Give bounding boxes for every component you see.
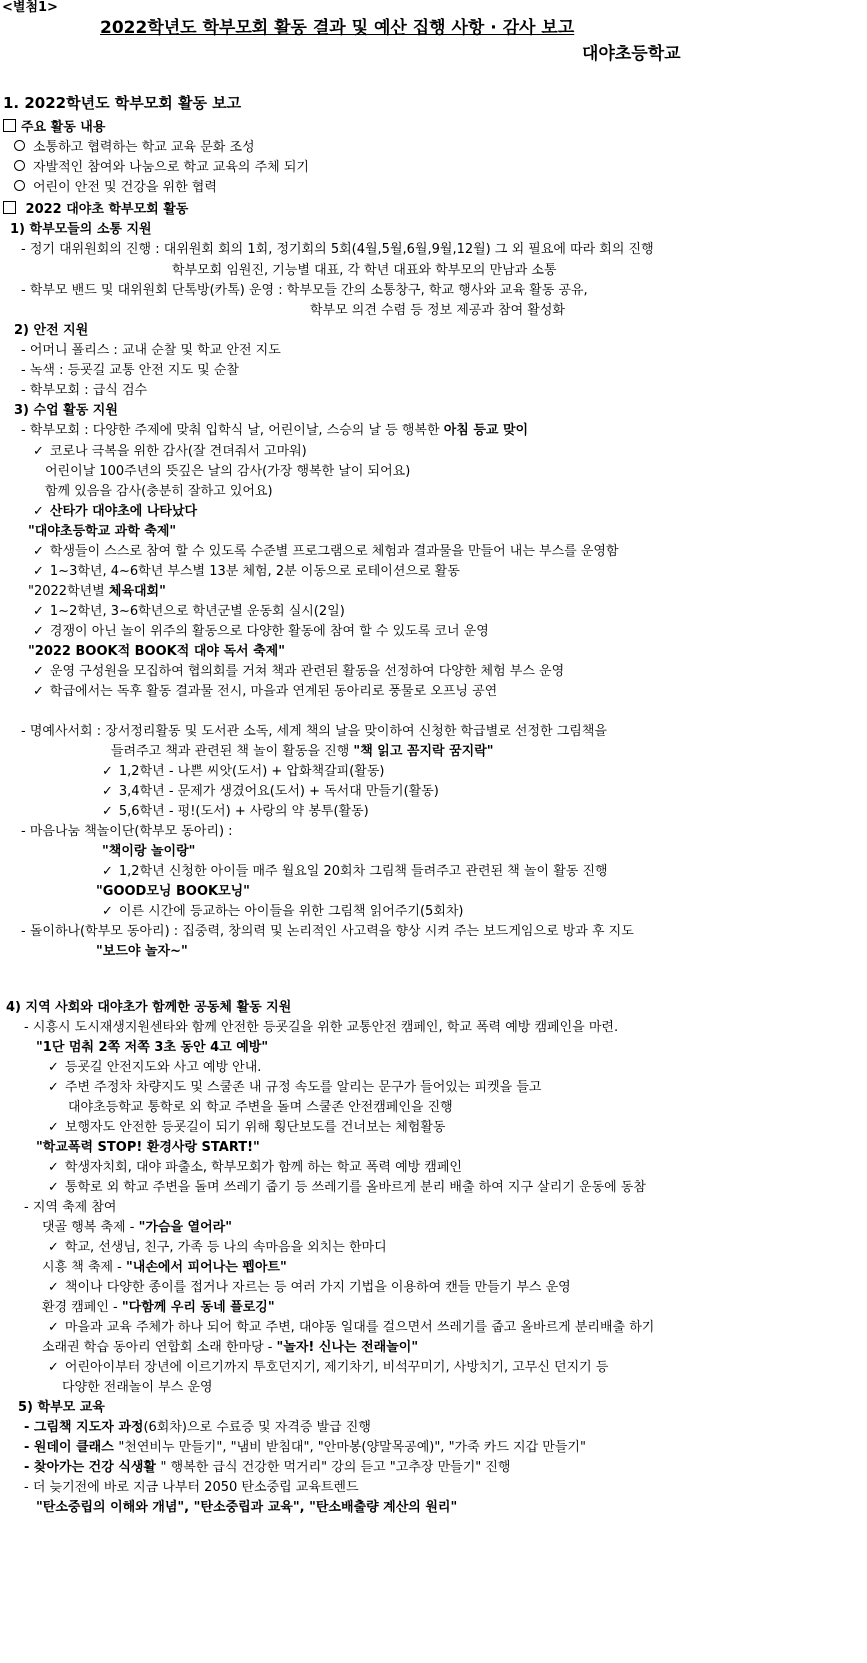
check-item: ✓ 학급에서는 독후 활동 결과물 전시, 마을과 연계된 동아리로 풍물로 오프닝 공연 [33, 684, 498, 699]
check-icon: ✓ [33, 624, 44, 639]
check-icon: ✓ [102, 764, 113, 779]
event-title: "학교폭력 STOP! 환경사랑 START!" [36, 1140, 260, 1155]
check-icon: ✓ [48, 1080, 59, 1095]
check-icon: ✓ [48, 1120, 59, 1135]
check-icon: ✓ [33, 664, 44, 679]
event-title: "보드야 놀자~" [96, 944, 188, 959]
attachment-tag: <별첨1> [2, 0, 58, 15]
check-icon: ✓ [33, 504, 44, 519]
check-icon: ✓ [33, 544, 44, 559]
event-title: "1단 멈춰 2쪽 저쪽 3초 동안 4고 예방" [36, 1040, 269, 1055]
event-title: "2022학년별 체육대회" [28, 584, 166, 599]
check-item: ✓ 3,4학년 - 문제가 생겼어요(도서) + 독서대 만들기(활동) [102, 784, 439, 799]
text-line: - 원데이 클래스 "천연비누 만들기", "냄비 받침대", "안마봉(양말목공예)", "가죽 카드 지갑 만들기" [24, 1440, 586, 1455]
check-item: ✓ 운영 구성원을 모집하여 협의회를 거쳐 책과 관련된 활동을 선정하여 다양한 체험 부스 운영 [33, 664, 565, 679]
check-icon: ✓ [48, 1240, 59, 1255]
text-line: 댓골 행복 축제 - "가슴을 열어라" [42, 1220, 232, 1235]
check-icon: ✓ [102, 864, 113, 879]
text-line: - 시흥시 도시재생지원센타와 함께 안전한 등굣길을 위한 교통안전 캠페인, 학교 폭력 예방 캠페인을 마련. [24, 1020, 619, 1035]
subsection-heading: 4) 지역 사회와 대야초가 함께한 공동체 활동 지원 [6, 1000, 292, 1015]
activities-2022-heading: 2022 대야초 학부모회 활동 [3, 201, 188, 218]
list-item: 자발적인 참여와 나눔으로 학교 교육의 주체 되기 [14, 160, 309, 176]
check-icon: ✓ [33, 684, 44, 699]
check-item: ✓ 마을과 교육 주체가 하나 되어 학교 주변, 대야동 일대를 걸으면서 쓰레기를 줍고 올바르게 분리배출 하기 [48, 1320, 655, 1335]
event-title: "GOOD모닝 BOOK모닝" [96, 884, 250, 899]
check-icon: ✓ [102, 804, 113, 819]
check-item: ✓ 1~2학년, 3~6학년으로 학년군별 운동회 실시(2일) [33, 604, 345, 619]
check-item: ✓ 주변 주정차 차량지도 및 스쿨존 내 규정 속도를 알리는 문구가 들어있는 피켓을 들고 [48, 1080, 542, 1095]
check-icon: ✓ [102, 904, 113, 919]
subsection-heading: 1) 학부모들의 소통 지원 [10, 222, 152, 237]
check-item: ✓ 이른 시간에 등교하는 아이들을 위한 그림책 읽어주기(5회차) [102, 904, 464, 919]
list-item: 소통하고 협력하는 학교 교육 문화 조성 [14, 140, 255, 156]
list-item: 어린이 안전 및 건강을 위한 협력 [14, 180, 217, 196]
check-item: ✓ 학교, 선생님, 친구, 가족 등 나의 속마음을 외치는 한마디 [48, 1240, 387, 1255]
text-line: 들려주고 책과 관련된 책 놀이 활동을 진행 "책 읽고 꼼지락 꿈지락" [111, 744, 494, 759]
check-icon: ✓ [48, 1160, 59, 1175]
check-item: ✓ 1,2학년 - 나쁜 씨앗(도서) + 압화책갈피(활동) [102, 764, 385, 779]
text-line: - 학부모회 : 다양한 주제에 맞춰 입학식 날, 어린이날, 스승의 날 등 행복한 아침 등교 맞이 [21, 423, 529, 438]
event-title: "책이랑 놀이랑" [102, 844, 196, 859]
check-item: ✓ 경쟁이 아닌 놀이 위주의 활동으로 다양한 활동에 참여 할 수 있도록 코너 운영 [33, 624, 489, 639]
check-icon: ✓ [48, 1060, 59, 1075]
check-item: ✓ 보행자도 안전한 등굣길이 되기 위해 횡단보도를 건너보는 체험활동 [48, 1120, 446, 1135]
checkbox-square-icon [3, 201, 16, 214]
check-item: ✓ 책이나 다양한 종이를 접거나 자르는 등 여러 가지 기법을 이용하여 캔들 만들기 부스 운영 [48, 1280, 571, 1295]
check-item: ✓ 학생들이 스스로 참여 할 수 있도록 수준별 프로그램으로 체험과 결과물을 만들어 내는 부스를 운영함 [33, 544, 619, 559]
check-item: ✓ 등굣길 안전지도와 사고 예방 안내. [48, 1060, 262, 1075]
text-line: - 명예사서회 : 장서정리활동 및 도서관 소독, 세계 책의 날을 맞이하여 신청한 학급별로 선정한 그림책을 [21, 724, 607, 739]
text-line: 다양한 전래놀이 부스 운영 [62, 1380, 213, 1395]
text-line: 학부모 의견 수렴 등 정보 제공과 참여 활성화 [310, 303, 565, 318]
check-item: ✓ 1,2학년 신청한 아이들 매주 월요일 20회차 그림책 들려주고 관련된 책 놀이 활동 진행 [102, 864, 608, 879]
text-line: - 녹색 : 등굣길 교통 안전 지도 및 순찰 [21, 363, 239, 378]
main-activities-heading: 주요 활동 내용 [3, 119, 105, 136]
check-icon: ✓ [48, 1360, 59, 1375]
text-line: - 더 늦기전에 바로 지금 나부터 2050 탄소중립 교육트렌드 [24, 1480, 359, 1495]
check-item: ✓ 통학로 외 학교 주변을 돌며 쓰레기 줍기 등 쓰레기를 올바르게 분리 배출 하여 지구 살리기 운동에 동참 [48, 1180, 646, 1195]
check-item: ✓ 5,6학년 - 펑!(도서) + 사랑의 약 봉투(활동) [102, 804, 369, 819]
check-item: ✓ 산타가 대야초에 나타났다 [33, 504, 198, 519]
check-icon: ✓ [33, 604, 44, 619]
circle-bullet-icon [14, 160, 25, 171]
subsection-heading: 5) 학부모 교육 [18, 1400, 105, 1415]
text-line: - 찾아가는 건강 식생활 " 행복한 급식 건강한 먹거리" 강의 듣고 "고추장 만들기" 진행 [24, 1460, 511, 1475]
subsection-heading: 3) 수업 활동 지원 [14, 403, 118, 418]
text-line: - 정기 대위원회의 진행 : 대위원회 회의 1회, 정기회의 5회(4월,5월,6월,9월,12월) 그 외 필요에 따라 회의 진행 [21, 242, 654, 257]
check-icon: ✓ [48, 1280, 59, 1295]
text-line: 학부모회 임원진, 기능별 대표, 각 학년 대표와 학부모의 만남과 소통 [172, 263, 557, 278]
school-name: 대야초등학교 [582, 44, 681, 64]
subsection-heading: 2) 안전 지원 [14, 323, 89, 338]
check-item: ✓ 어린아이부터 장년에 이르기까지 투호던지기, 제기차기, 비석꾸미기, 사방치기, 고무신 던지기 등 [48, 1360, 609, 1375]
check-item: ✓ 1~3학년, 4~6학년 부스별 13분 체험, 2분 이동으로 로테이션으로 활동 [33, 564, 460, 579]
check-icon: ✓ [33, 444, 44, 459]
text-line: - 그림책 지도자 과정(6회차)으로 수료증 및 자격증 발급 진행 [24, 1420, 371, 1435]
circle-bullet-icon [14, 140, 25, 151]
text-line: - 지역 축제 참여 [24, 1200, 117, 1215]
event-title: "탄소중립의 이해와 개념", "탄소중립과 교육", "탄소배출량 계산의 원리" [36, 1500, 458, 1515]
check-icon: ✓ [102, 784, 113, 799]
circle-bullet-icon [14, 180, 25, 191]
text-line: - 학부모 밴드 및 대위원회 단톡방(카톡) 운영 : 학부모들 간의 소통창구, 학교 행사와 교육 활동 공유, [21, 283, 588, 298]
text-line: 대야초등학교 통학로 외 학교 주변을 돌며 스쿨존 안전캠페인을 진행 [68, 1100, 453, 1115]
text-line: - 돌이하나(학부모 동아리) : 집중력, 창의력 및 논리적인 사고력을 향상 시켜 주는 보드게임으로 방과 후 지도 [21, 924, 634, 939]
text-line: - 마음나눔 책놀이단(학부모 동아리) : [21, 824, 233, 839]
section-heading: 1. 2022학년도 학부모회 활동 보고 [3, 94, 242, 112]
text-line: 함께 있음을 감사(충분히 잘하고 있어요) [45, 484, 273, 499]
text-line: 환경 캠페인 - "다함께 우리 동네 플로깅" [42, 1300, 275, 1315]
check-icon: ✓ [48, 1320, 59, 1335]
check-item: ✓ 코로나 극복을 위한 감사(잘 견뎌줘서 고마워) [33, 444, 307, 459]
text-line: 시흥 책 축제 - "내손에서 피어나는 펩아트" [42, 1260, 287, 1275]
check-item: ✓ 학생자치회, 대야 파출소, 학부모회가 함께 하는 학교 폭력 예방 캠페인 [48, 1160, 462, 1175]
text-line: 소래권 학습 동아리 연합회 소래 한마당 - "놀자! 신나는 전래놀이" [42, 1340, 419, 1355]
text-line: - 학부모회 : 급식 검수 [21, 383, 148, 398]
text-line: 어린이날 100주년의 뜻깊은 날의 감사(가장 행복한 날이 되어요) [45, 464, 411, 479]
check-icon: ✓ [33, 564, 44, 579]
text-line: - 어머니 폴리스 : 교내 순찰 및 학교 안전 지도 [21, 343, 281, 358]
check-icon: ✓ [48, 1180, 59, 1195]
checkbox-square-icon [3, 119, 16, 132]
event-title: "대야초등학교 과학 축제" [28, 524, 177, 539]
event-title: "2022 BOOK적 BOOK적 대야 독서 축제" [28, 644, 285, 659]
document-title: 2022학년도 학부모회 활동 결과 및 예산 집행 사항 · 감사 보고 [100, 18, 575, 38]
